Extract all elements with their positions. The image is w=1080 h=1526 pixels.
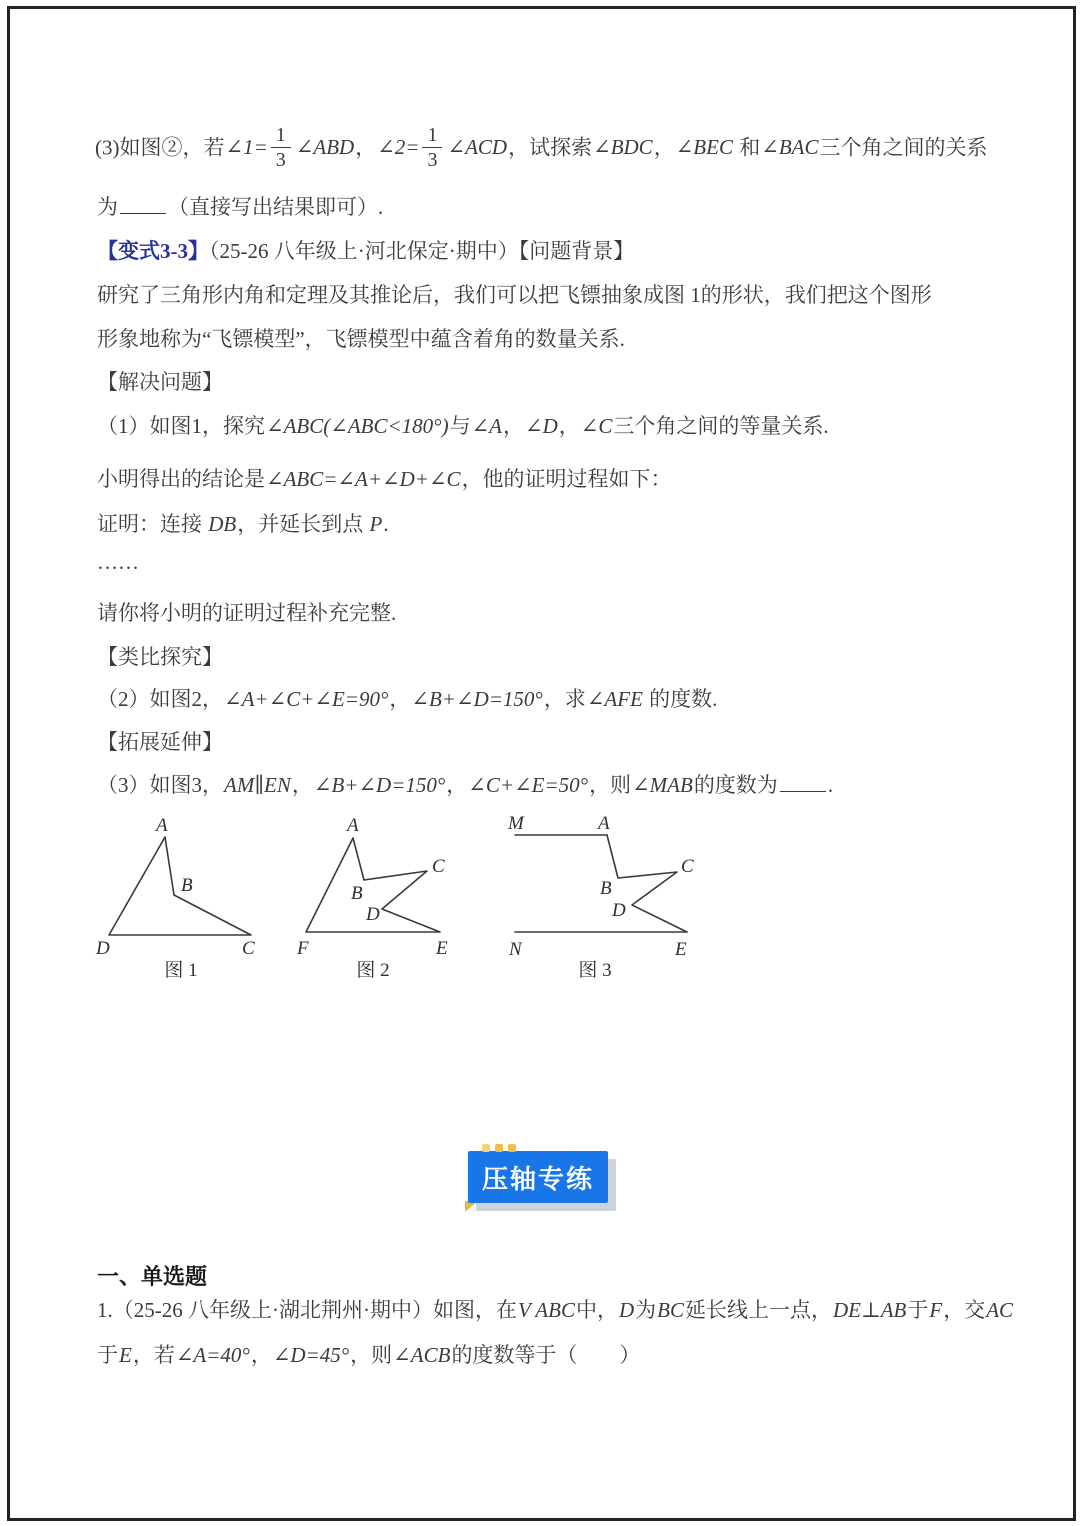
text-run: ，则 [350,1343,393,1367]
math-run: AM∥EN [224,773,291,797]
figure-2-vertex-c: C [432,856,445,877]
figure-3-vertex-e: E [675,939,687,960]
math-run: ∠B+∠D=150° [411,687,543,711]
text-run: ， [291,773,313,797]
figure-1 [95,815,280,982]
text-run: ，则 [589,773,632,797]
paragraph-ellipsis [97,549,139,576]
figure-3-vertex-n: N [509,939,522,960]
text-run: 为 [635,1298,657,1322]
paragraph-complete-hint [97,600,396,627]
math-run: ∠ACB [393,1343,451,1367]
text-run: ，若 [132,1343,175,1367]
paragraph-extend-header [97,729,223,756]
text-run: 证明：连接 [97,512,208,536]
paragraph-variant-header [97,238,634,265]
math-run: ∠AFE [586,687,643,711]
text-run: 的度数为 [693,773,778,797]
text-run: (3)如图②，若 [95,135,225,160]
fraction: $\frac{1}{3}$ [271,124,291,171]
page-border [7,6,1076,1521]
math-run: P [369,512,383,536]
key-practice-badge [468,1151,608,1203]
math-run: ∠A+∠C+∠E=90° [224,687,389,711]
text-run: …… [97,550,139,574]
paragraph-analogy-header [97,644,223,671]
figure-2-vertex-d: D [366,904,380,925]
paragraph-q3-answer-line [97,194,383,221]
text-run: ，他的证明过程如下： [461,467,672,491]
text-run: 形象地称为“飞镖模型”，飞镖模型中蕴含着角的数量关系. [97,327,625,351]
text-run: 【解决问题】 [97,370,223,394]
math-run: D [618,1298,635,1322]
figure-3-vertex-d: D [612,900,626,921]
figure-2-vertex-b: B [351,883,363,904]
text-run: 于 [907,1298,929,1322]
badge-panel [468,1151,608,1203]
math-run: ∠A [471,414,503,438]
text-run: ，求 [543,687,586,711]
math-run: F [929,1298,943,1322]
figure-1-vertex-c: C [242,938,255,959]
figure-3-vertex-m: M [508,813,524,834]
figure-3-vertex-c: C [681,856,694,877]
figure-2-vertex-a: A [347,815,359,836]
text-run: ， [558,414,580,438]
figure-1-dart-outline [109,837,251,935]
text-run: 延长线上一点， [684,1298,832,1322]
math-run: ∠1= [225,135,268,160]
text-run: ， [250,1343,272,1367]
figure-1-caption: 图 1 [164,960,198,981]
paragraph-background-2 [97,326,625,353]
paragraph-solve-header [97,369,223,396]
math-run: ∠C [580,414,613,438]
figure-3-vertex-b: B [600,878,612,899]
math-run: ∠ACD [447,135,508,160]
paragraph-part3 [97,772,833,799]
text-run: ，试探索 [508,135,593,160]
text-run: 1.（25-26 八年级上·湖北荆州·期中）如图，在 [97,1298,517,1322]
text-run: 三个角之间的关系 [819,135,988,160]
text-run: . [827,773,834,797]
text-run: ， [446,773,468,797]
text-run: 的度数. [643,687,718,711]
text-run: 的度数等于（ ） [451,1343,641,1367]
text-run: 三个角之间的等量关系. [613,414,829,438]
math-run: V ABC [517,1298,575,1322]
figure-1-vertex-a: A [156,815,168,836]
text-run: 和 [733,135,761,160]
math-run: ∠2= [377,135,420,160]
figure-3 [500,812,715,982]
figure-2-vertex-e: E [436,938,448,959]
math-run: ∠D=45° [272,1343,350,1367]
math-run: ∠MAB [632,773,693,797]
figure-3-caption: 图 3 [578,960,612,981]
figure-2-caption: 图 2 [356,960,390,981]
text-run: 中， [575,1298,618,1322]
text-run: （1）如图1，探究 [97,414,265,438]
variant-tag: 【变式3-3】 [97,239,209,263]
math-run: ∠B+∠D=150° [313,773,446,797]
paragraph-proof [97,511,389,538]
answer-blank [780,772,826,792]
text-run: ， [653,135,675,160]
math-run: E [119,1343,132,1367]
paragraph-background-1 [97,282,932,309]
paragraph-part2 [97,686,717,713]
figure-1-vertex-d: D [96,938,110,959]
math-run: ∠D [525,414,558,438]
text-run: （25-26 八年级上·河北保定·期中）【问题背景】 [209,239,635,263]
text-run: 【拓展延伸】 [97,730,223,754]
badge-dots-icon [482,1144,516,1152]
answer-blank [120,194,166,214]
figure-1-vertex-b: B [181,875,193,896]
text-run: 研究了三角形内角和定理及其推论后，我们可以把飞镖抽象成图 1的形状，我们把这个图形 [97,283,932,307]
fraction: $\frac{1}{3}$ [422,124,442,171]
math-run: DB [208,512,237,536]
paragraph-mc-q1-line2 [97,1342,640,1369]
text-run: 请你将小明的证明过程补充完整. [97,601,397,625]
text-run: 于 [97,1343,118,1367]
paragraph-q3-condition [95,124,987,175]
math-run: ∠ABC=∠A+∠D+∠C [266,467,461,491]
figure-2-vertex-f: F [297,938,309,959]
text-run: （3）如图3， [97,773,223,797]
math-run: ∠BEC [675,135,733,160]
math-run: AC [986,1298,1014,1322]
section-heading: 一、单选题 [97,1264,208,1289]
text-run: . [383,512,389,536]
math-run: ∠A=40° [175,1343,250,1367]
badge-label: 压轴专练 [481,1163,594,1194]
text-run: （2）如图2， [97,687,223,711]
text-run: 为 [97,195,118,219]
math-run: ∠ABC(∠ABC<180°) [266,414,449,438]
math-run: BC [657,1298,684,1322]
math-run: DE⊥AB [832,1298,907,1322]
math-run: ∠BAC [761,135,819,160]
text-run: ，并延长到点 [237,512,369,536]
text-run: 与 [449,414,471,438]
paragraph-mc-q1-line1 [97,1297,1014,1324]
math-run: ∠ABD [295,135,355,160]
text-run: ， [355,135,377,160]
math-run: ∠BDC [593,135,653,160]
math-run: ∠C+∠E=50° [468,773,589,797]
paragraph-part1 [97,413,829,440]
figure-3-vertex-a: A [598,813,610,834]
text-run: 【类比探究】 [97,645,223,669]
text-run: （直接写出结果即可）. [168,195,384,219]
text-run: 小明得出的结论是 [97,467,265,491]
text-run: ， [389,687,411,711]
paragraph-conclusion [97,466,672,493]
text-run: ， [503,414,525,438]
text-run: ，交 [943,1298,986,1322]
figure-2 [293,815,463,982]
